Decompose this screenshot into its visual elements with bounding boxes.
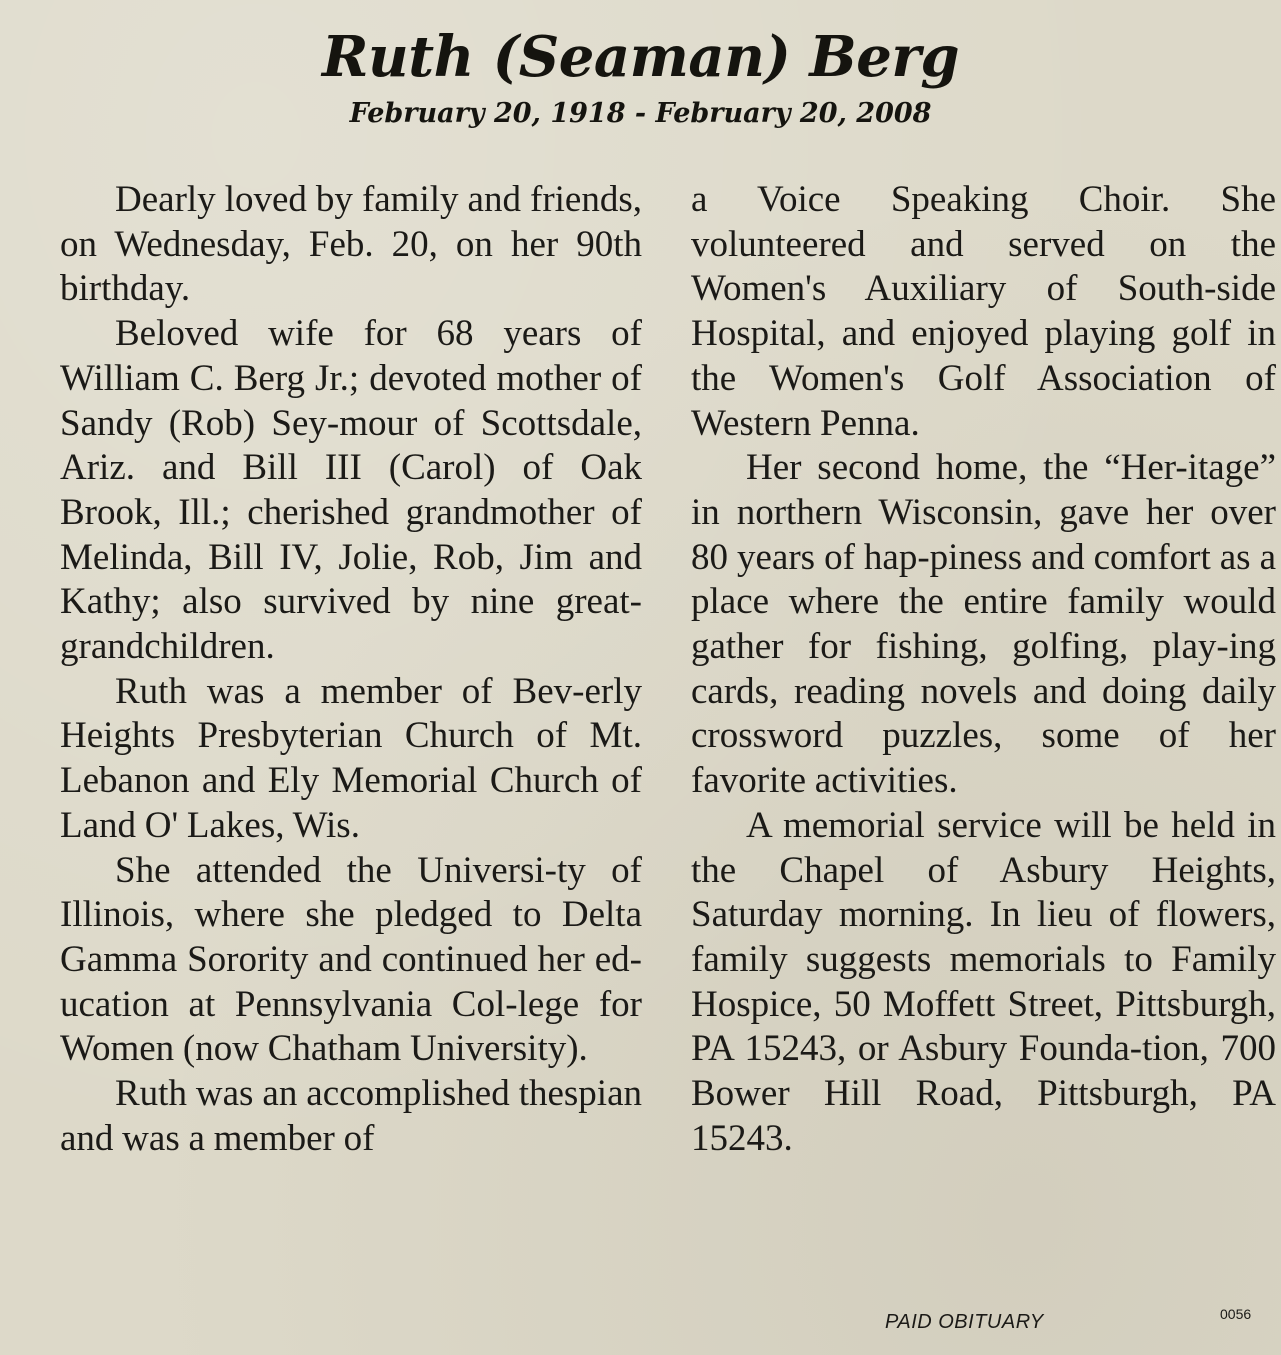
paragraph: a Voice Speaking Choir. She volunteered and served on the Women's Auxiliary of South-side Hospital, and enjoyed playing golf in the Women's Golf Association of Western Penna. <box>691 179 1276 444</box>
ad-code: 0056 <box>1220 1306 1252 1322</box>
life-dates: February 20, 1918 - February 20, 2008 <box>349 98 932 129</box>
paragraph: A memorial service will be held in the Chapel of Asbury Heights, Saturday morning. In lieu of flowers, family suggests memorials to Family Hospice, 50 Moffett Street, Pittsburgh, PA 15243, or Asbury Founda-tion, 700 Bower Hill Road, Pittsburgh, PA 15243. <box>691 804 1276 1159</box>
obituary-name: Ruth (Seaman) Berg <box>321 24 960 90</box>
paragraph: Her second home, the “Her-itage” in northern Wisconsin, gave her over 80 years of hap-piness and comfort as a place where the entire family would gather for fishing, golfing, play-ing cards, reading novels and doing daily crossword puzzles, some of her favorite activities. <box>691 447 1276 802</box>
paragraph: She attended the Universi-ty of Illinois, where she pledged to Delta Gamma Sorority and continued her ed-ucation at Pennsylvania Col-lege for Women (now Chatham University). <box>60 849 642 1070</box>
right-column <box>691 178 1276 1161</box>
paid-obituary-label: PAID OBITUARY <box>885 1311 1044 1333</box>
paragraph: Ruth was an accomplished thespian and was a member of <box>60 1073 642 1159</box>
paragraph: Beloved wife for 68 years of William C. Berg Jr.; devoted mother of Sandy (Rob) Sey-mour of Scottsdale, Ariz. and Bill III (Carol) of Oak Brook, Ill.; cherished grandmother of Melinda, Bill IV, Jolie, Rob, Jim and Kathy; also survived by nine great-grandchildren. <box>60 313 642 668</box>
paragraph: Dearly loved by family and friends, on Wednesday, Feb. 20, on her 90th birthday. <box>60 179 642 310</box>
left-column <box>60 178 642 1161</box>
paragraph: Ruth was a member of Bev-erly Heights Presbyterian Church of Mt. Lebanon and Ely Memorial Church of Land O' Lakes, Wis. <box>60 670 642 846</box>
